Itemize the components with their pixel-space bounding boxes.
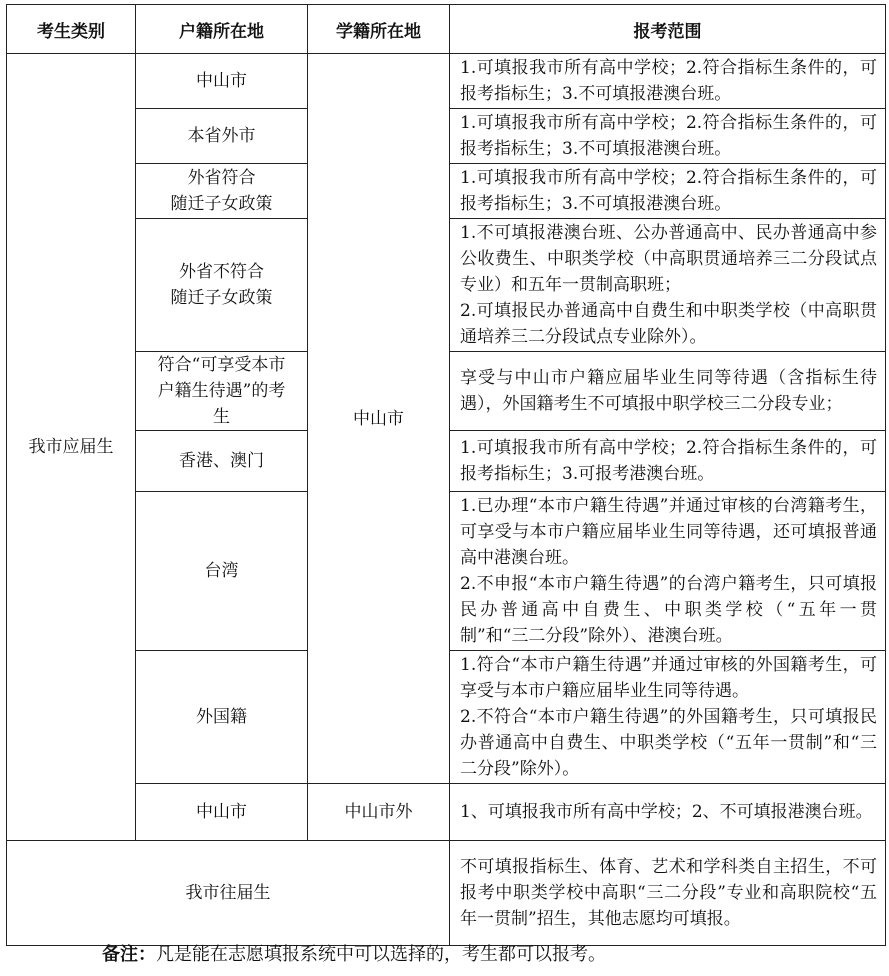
scope-cell: 1.不可填报港澳台班、公办普通高中、民办普通高中参公收费生、中职类学校（中高职贯通培养三二分段试点专业）和五年一贯制高职班； 2.可填报民办普通高中自费生和中职类学校（中高职贯通培养三二分段试点专业除外）。	[450, 219, 886, 352]
residence-cell: 外省符合 随迁子女政策	[136, 164, 308, 219]
residence-cell: 符合“可享受本市 户籍生待遇”的考 生	[136, 352, 308, 431]
category-current-cell: 我市应届生	[7, 54, 136, 841]
header-school-location: 学籍所在地	[308, 5, 450, 54]
residence-cell: 本省外市	[136, 109, 308, 164]
scope-cell: 享受与中山市户籍应届毕业生同等待遇（含指标生待遇），外国籍考生不可填报中职学校三二分段专业；	[450, 352, 886, 431]
table-row	[7, 784, 886, 841]
header-scope: 报考范围	[450, 5, 886, 54]
school-location-outside-cell: 中山市外	[308, 784, 450, 841]
scope-cell: 1、可填报我市所有高中学校；2、不可填报港澳台班。	[450, 784, 886, 841]
scope-cell: 1.已办理“本市户籍生待遇”并通过审核的台湾籍考生，可享受与本市户籍应届毕业生同等待遇，还可填报普通高中港澳台班。 2.不申报“本市户籍生待遇”的台湾户籍考生，只可填报民办普通高中自费生、中职类学校（“五年一贯制”和“三二分段”除外）、港澳台班。	[450, 492, 886, 651]
header-row	[7, 5, 886, 54]
scope-cell: 1.可填报我市所有高中学校；2.符合指标生条件的，可报考指标生；3.不可填报港澳台班。	[450, 164, 886, 219]
header-category: 考生类别	[7, 5, 136, 54]
table-row	[7, 841, 886, 946]
residence-cell: 中山市	[136, 54, 308, 109]
footnote-text: 凡是能在志愿填报系统中可以选择的，考生都可以报考。	[156, 944, 606, 965]
admission-scope-table	[6, 4, 886, 946]
residence-cell: 外国籍	[136, 651, 308, 784]
residence-cell: 外省不符合 随迁子女政策	[136, 219, 308, 352]
scope-cell: 1.符合“本市户籍生待遇”并通过审核的外国籍考生，可享受与本市户籍应届毕业生同等待遇。 2.不符合“本市户籍生待遇”的外国籍考生，只可填报民办普通高中自费生、中职类学校（“五年一贯制”和“三二分段”除外）。	[450, 651, 886, 784]
residence-cell: 台湾	[136, 492, 308, 651]
footnote-label: 备注：	[102, 944, 156, 965]
category-past-cell: 我市往届生	[7, 841, 450, 946]
school-location-zhongshan-cell: 中山市	[308, 54, 450, 784]
header-residence: 户籍所在地	[136, 5, 308, 54]
table-row	[7, 54, 886, 109]
residence-cell: 中山市	[136, 784, 308, 841]
footnote	[102, 940, 606, 966]
scope-cell: 不可填报指标生、体育、艺术和学科类自主招生，不可报考中职类学校中高职“三二分段”专业和高职院校“五年一贯制”招生，其他志愿均可填报。	[450, 841, 886, 946]
scope-cell: 1.可填报我市所有高中学校；2.符合指标生条件的，可报考指标生；3.不可填报港澳台班。	[450, 109, 886, 164]
scope-cell: 1.可填报我市所有高中学校；2.符合指标生条件的，可报考指标生；3.可报考港澳台班。	[450, 431, 886, 492]
scope-cell: 1.可填报我市所有高中学校；2.符合指标生条件的，可报考指标生；3.不可填报港澳台班。	[450, 54, 886, 109]
residence-cell: 香港、澳门	[136, 431, 308, 492]
